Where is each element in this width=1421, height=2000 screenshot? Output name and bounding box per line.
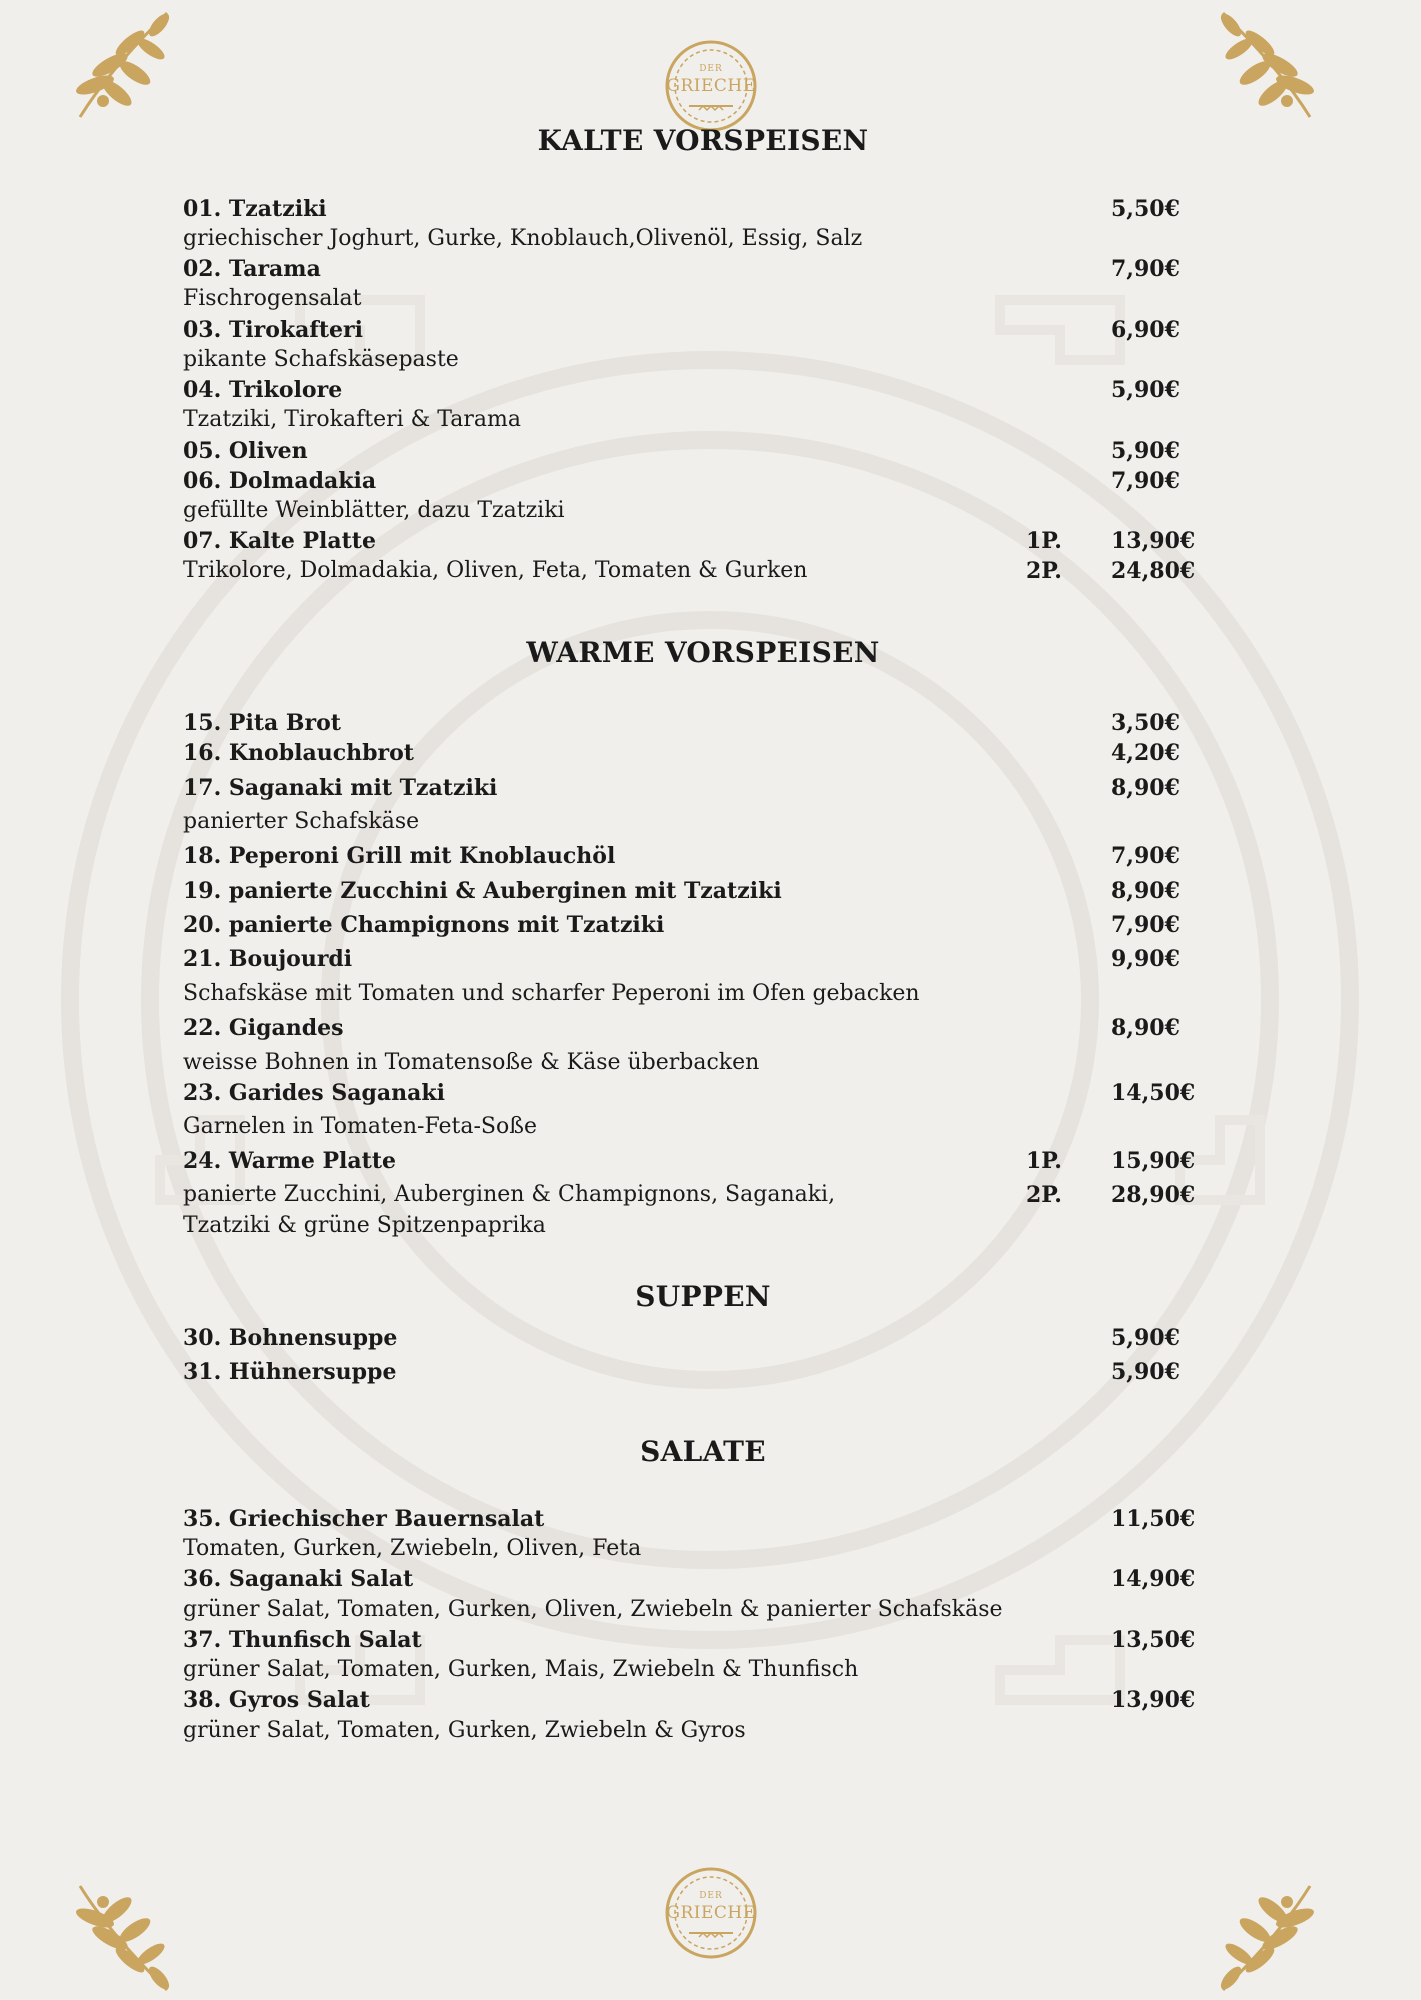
section-title: SUPPEN	[635, 1280, 771, 1313]
item-description	[183, 345, 1193, 375]
item-desc: Garnelen in Tomaten-Feta-Soße	[183, 1114, 537, 1139]
item-description	[183, 1595, 1193, 1625]
menu-item	[183, 841, 1193, 871]
item-name: 05. Oliven	[183, 438, 308, 464]
logo-small-text: DER	[699, 64, 723, 74]
menu-item	[183, 738, 1193, 768]
section-title: KALTE VORSPEISEN	[537, 124, 869, 157]
menu-item	[183, 1357, 1193, 1387]
item-name: 35. Griechischer Bauernsalat	[183, 1506, 545, 1532]
menu-item	[183, 1078, 1196, 1108]
item-description	[183, 224, 1193, 254]
item-name: 36. Saganaki Salat	[183, 1566, 414, 1592]
item-desc: Trikolore, Dolmadakia, Oliven, Feta, Tomaten & Gurken	[183, 558, 808, 583]
item-price: 14,50€	[1111, 1080, 1196, 1106]
item-description	[183, 556, 1196, 586]
item-name: 21. Boujourdi	[183, 946, 353, 972]
menu-item	[183, 254, 1193, 284]
item-desc: Fischrogensalat	[183, 286, 362, 311]
item-desc: grüner Salat, Tomaten, Gurken, Mais, Zwiebeln & Thunfisch	[183, 1657, 859, 1682]
logo-small-text: DER	[699, 1891, 723, 1901]
item-description	[183, 1048, 1193, 1078]
section-title: SALATE	[640, 1435, 766, 1468]
item-description	[183, 1716, 1193, 1746]
item-desc: Tzatziki, Tirokafteri & Tarama	[183, 407, 521, 432]
item-desc: grüner Salat, Tomaten, Gurken, Zwiebeln & Gyros	[183, 1718, 746, 1743]
item-name: 23. Garides Saganaki	[183, 1080, 445, 1106]
menu-item	[183, 1685, 1196, 1715]
item-price: 3,50€	[1111, 710, 1180, 736]
logo-name-text: GRIECHE	[666, 1903, 756, 1923]
item-name: 02. Tarama	[183, 256, 321, 282]
item-description	[183, 496, 1193, 526]
item-price: 4,20€	[1111, 740, 1180, 766]
item-description	[183, 1655, 1193, 1685]
item-description	[183, 1211, 1193, 1241]
item-price: 11,50€	[1111, 1506, 1196, 1532]
item-price: 5,90€	[1111, 377, 1180, 403]
menu-item	[183, 1146, 1196, 1176]
item-price: 13,90€	[1111, 528, 1196, 554]
item-name: 07. Kalte Platte	[183, 528, 376, 554]
item-portion: 1P.	[1026, 528, 1062, 554]
menu-item	[183, 910, 1193, 940]
item-name: 04. Trikolore	[183, 377, 343, 403]
item-description	[183, 1534, 1193, 1564]
item-price: 13,50€	[1111, 1627, 1196, 1653]
item-portion: 2P.	[1026, 1182, 1062, 1208]
menu-item	[183, 1013, 1193, 1043]
menu-item	[183, 1564, 1196, 1594]
menu-item	[183, 315, 1193, 345]
olive-branch-icon	[1215, 1878, 1335, 1998]
item-name: 18. Peperoni Grill mit Knoblauchöl	[183, 843, 616, 869]
item-name: 15. Pita Brot	[183, 710, 341, 736]
item-desc: Schafskäse mit Tomaten und scharfer Peperoni im Ofen gebacken	[183, 981, 920, 1006]
item-name: 01. Tzatziki	[183, 196, 327, 222]
item-price: 15,90€	[1111, 1148, 1196, 1174]
item-desc: gefüllte Weinblätter, dazu Tzatziki	[183, 498, 565, 523]
item-name: 24. Warme Platte	[183, 1148, 396, 1174]
menu-item	[183, 375, 1193, 405]
menu-item	[183, 1504, 1196, 1534]
item-price: 7,90€	[1111, 256, 1180, 282]
item-price: 14,90€	[1111, 1566, 1196, 1592]
item-desc: weisse Bohnen in Tomatensoße & Käse überbacken	[183, 1050, 760, 1075]
item-portion: 1P.	[1026, 1148, 1062, 1174]
menu-item	[183, 1323, 1193, 1353]
menu-item	[183, 194, 1193, 224]
item-desc: panierter Schafskäse	[183, 809, 420, 834]
item-price: 5,50€	[1111, 196, 1180, 222]
item-desc: Tzatziki & grüne Spitzenpaprika	[183, 1213, 546, 1238]
item-description	[183, 284, 1193, 314]
item-name: 17. Saganaki mit Tzatziki	[183, 775, 498, 801]
item-name: 16. Knoblauchbrot	[183, 740, 414, 766]
menu-item	[183, 436, 1193, 466]
section-title: WARME VORSPEISEN	[526, 636, 880, 669]
item-description	[183, 405, 1193, 435]
menu-item	[183, 944, 1193, 974]
brand-logo	[663, 38, 759, 134]
item-price: 5,90€	[1111, 1325, 1180, 1351]
item-name: 03. Tirokafteri	[183, 317, 363, 343]
item-name: 06. Dolmadakia	[183, 468, 377, 494]
item-description	[183, 1112, 1193, 1142]
item-price: 6,90€	[1111, 317, 1180, 343]
menu-item	[183, 466, 1193, 496]
item-price: 8,90€	[1111, 878, 1180, 904]
item-description	[183, 1180, 1196, 1210]
menu-item	[183, 708, 1193, 738]
item-price: 7,90€	[1111, 912, 1180, 938]
item-price: 24,80€	[1111, 558, 1196, 584]
item-portion: 2P.	[1026, 558, 1062, 584]
item-name: 30. Bohnensuppe	[183, 1325, 398, 1351]
menu-item	[183, 876, 1193, 906]
item-desc: griechischer Joghurt, Gurke, Knoblauch,Olivenöl, Essig, Salz	[183, 226, 863, 251]
item-price: 5,90€	[1111, 1359, 1180, 1385]
item-name: 37. Thunfisch Salat	[183, 1627, 422, 1653]
menu-item	[183, 773, 1193, 803]
item-price: 5,90€	[1111, 438, 1180, 464]
item-name: 38. Gyros Salat	[183, 1687, 370, 1713]
item-name: 22. Gigandes	[183, 1015, 344, 1041]
menu-item	[183, 1625, 1196, 1655]
brand-logo	[663, 1865, 759, 1961]
item-price: 8,90€	[1111, 1015, 1180, 1041]
item-desc: grüner Salat, Tomaten, Gurken, Oliven, Zwiebeln & panierter Schafskäse	[183, 1597, 1003, 1622]
item-description	[183, 979, 1193, 1009]
olive-branch-icon	[55, 5, 175, 125]
item-desc: pikante Schafskäsepaste	[183, 347, 459, 372]
menu-item	[183, 526, 1196, 556]
logo-name-text: GRIECHE	[666, 76, 756, 96]
item-price: 7,90€	[1111, 468, 1180, 494]
item-price: 8,90€	[1111, 775, 1180, 801]
item-price: 28,90€	[1111, 1182, 1196, 1208]
item-price: 13,90€	[1111, 1687, 1196, 1713]
item-description	[183, 807, 1193, 837]
olive-branch-icon	[1215, 5, 1335, 125]
olive-branch-icon	[55, 1878, 175, 1998]
item-desc: Tomaten, Gurken, Zwiebeln, Oliven, Feta	[183, 1536, 642, 1561]
item-price: 9,90€	[1111, 946, 1180, 972]
item-price: 7,90€	[1111, 843, 1180, 869]
item-name: 31. Hühnersuppe	[183, 1359, 397, 1385]
item-desc: panierte Zucchini, Auberginen & Champignons, Saganaki,	[183, 1182, 836, 1207]
item-name: 19. panierte Zucchini & Auberginen mit Tzatziki	[183, 878, 782, 904]
item-name: 20. panierte Champignons mit Tzatziki	[183, 912, 665, 938]
